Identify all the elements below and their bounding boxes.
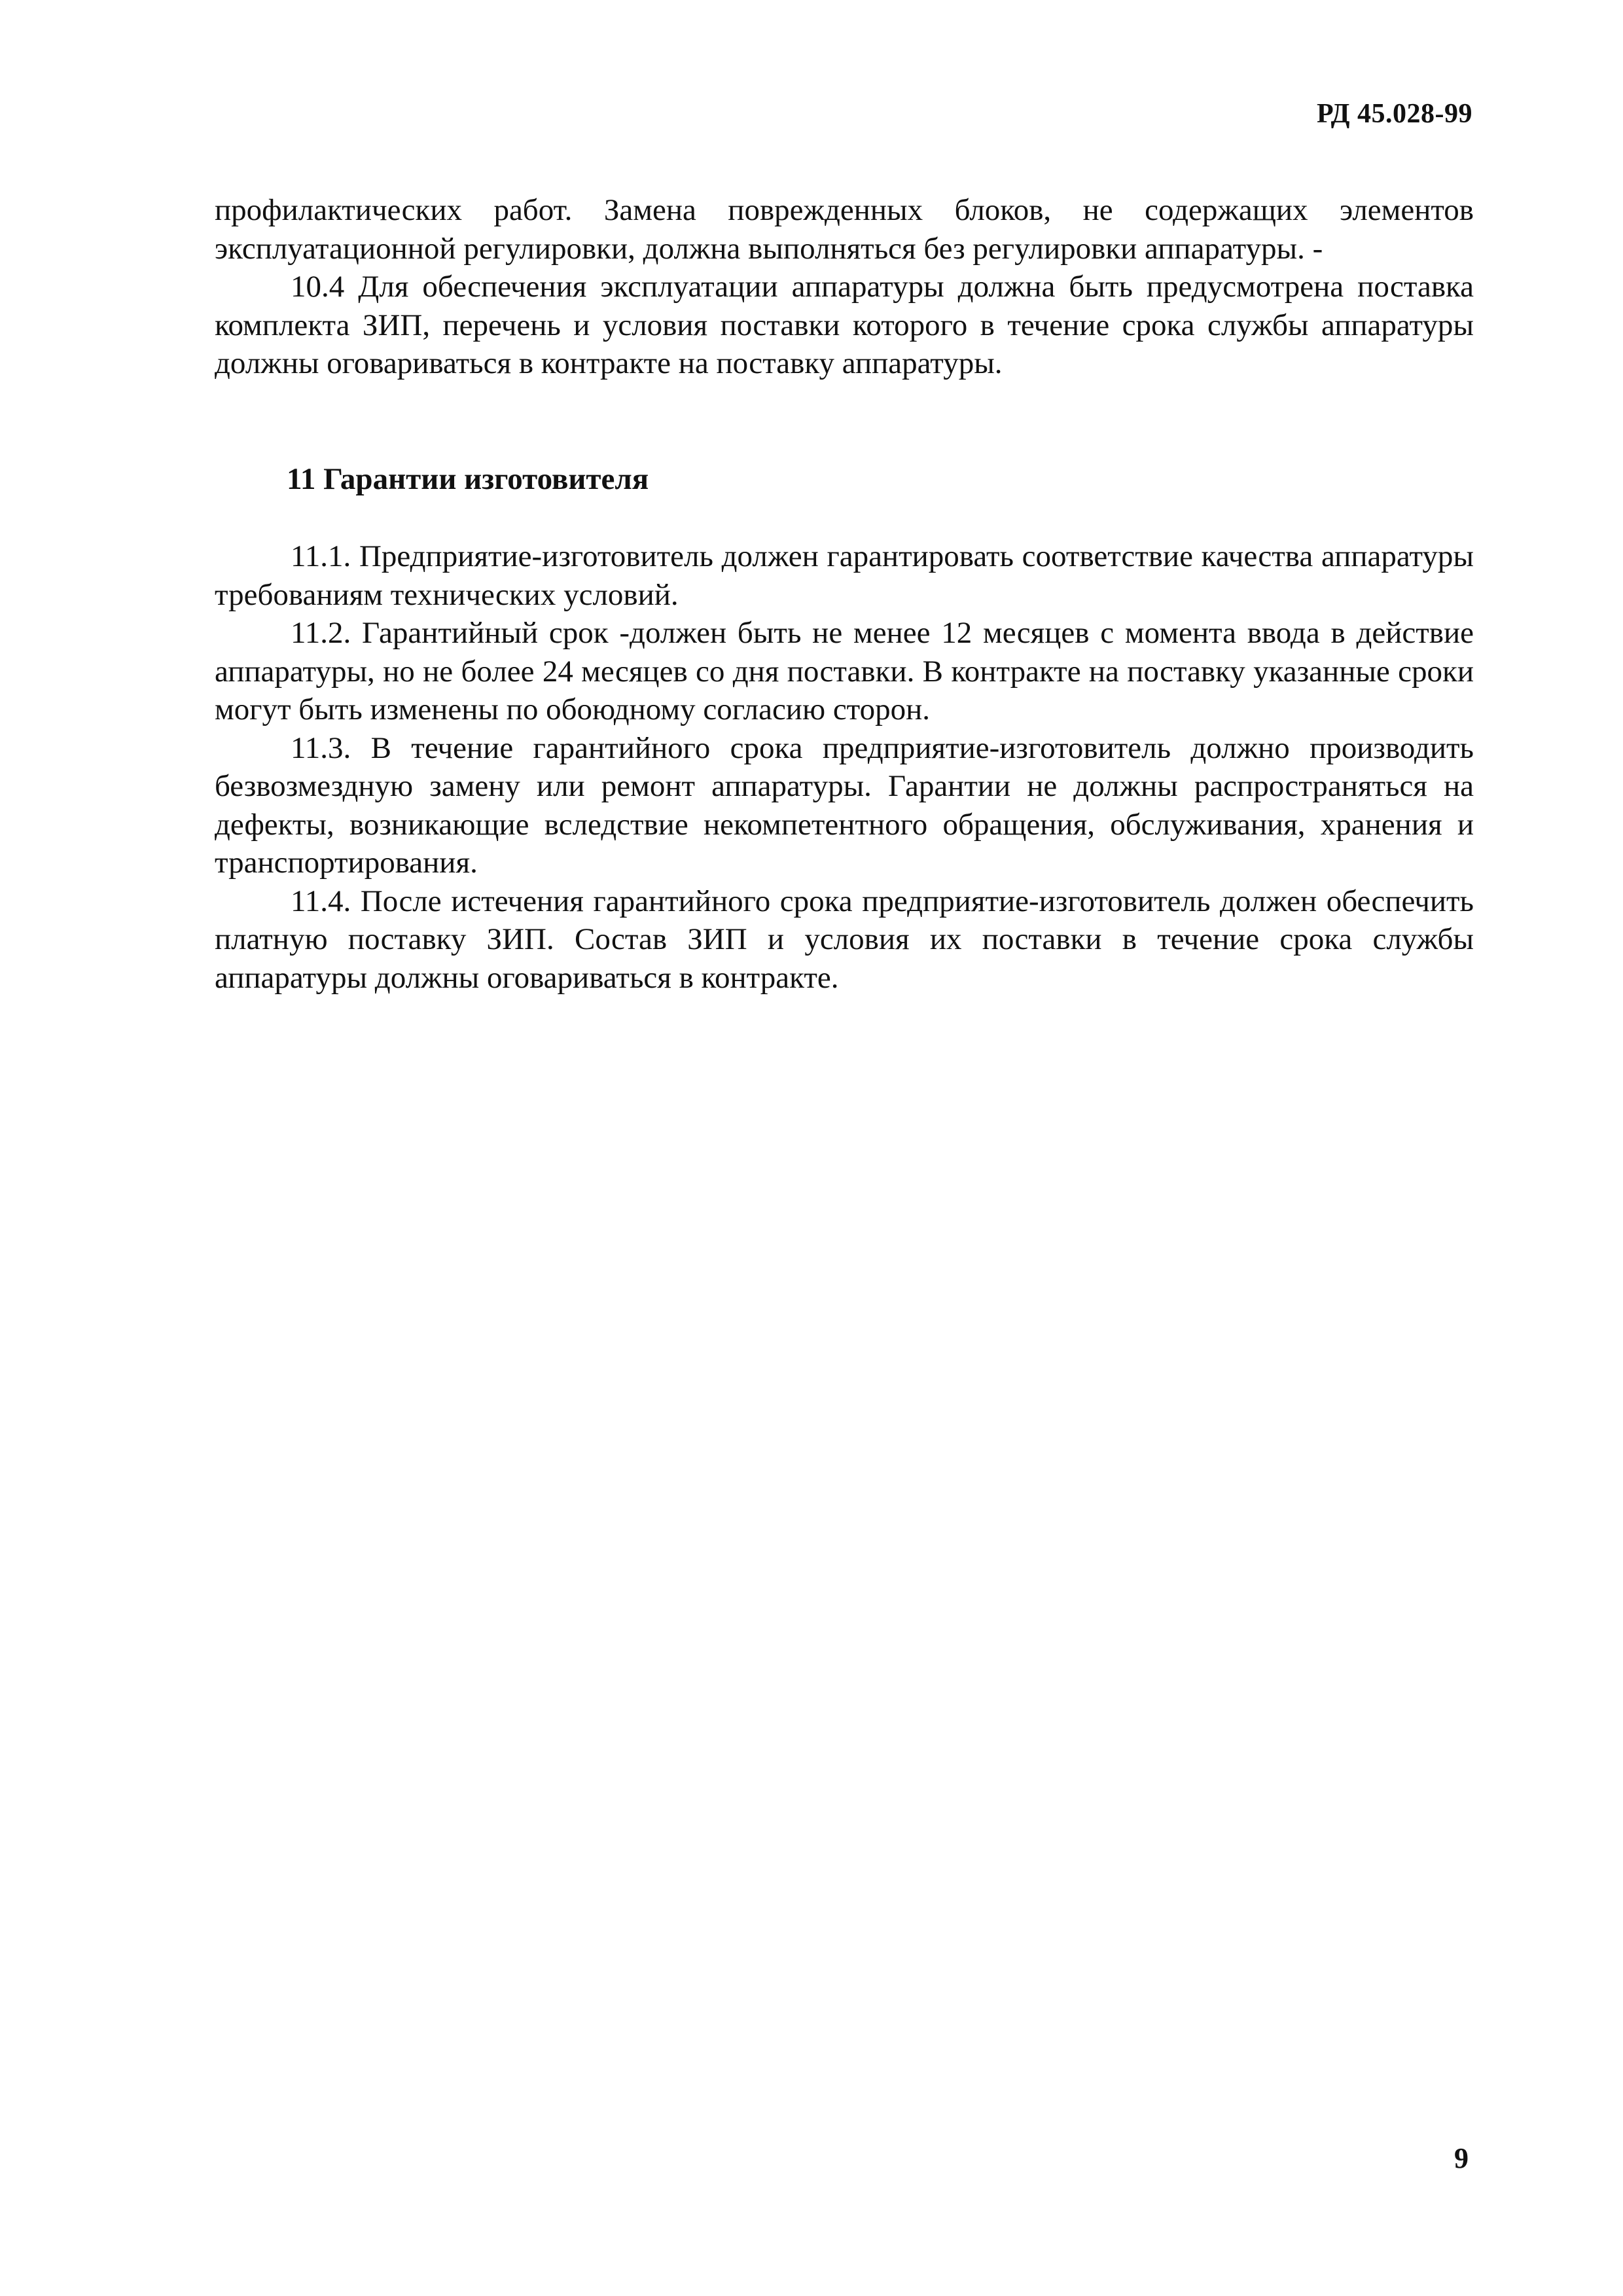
paragraph-11-3: 11.3. В течение гарантийного срока предприятие-изготовитель должно производить безвозмездную замену или ремонт аппаратуры. Гарантии не должны распространяться на дефекты, возникающие вследствие некомпетентного обращения, обслуживания, хранения и транспортирования.	[215, 730, 1474, 880]
document-code: РД 45.028-99	[1316, 99, 1472, 129]
page-number: 9	[1454, 2142, 1469, 2174]
document-body	[215, 191, 1474, 997]
paragraph-11-2: 11.2. Гарантийный срок -должен быть не менее 12 месяцев с момента ввода в действие аппаратуры, но не более 24 месяцев со дня поставки. В контракте на поставку указанные сроки могут быть изменены по обоюдному согласию сторон.	[215, 616, 1474, 726]
paragraph-11-4: 11.4. После истечения гарантийного срока предприятие-изготовитель должен обеспечить платную поставку ЗИП. Состав ЗИП и условия их поставки в течение срока службы аппаратуры должны оговариваться в контракте.	[215, 884, 1474, 995]
paragraph-continuation: профилактических работ. Замена поврежденных блоков, не содержащих элементов эксплуатационной регулировки, должна выполняться без регулировки аппаратуры. -	[215, 193, 1474, 266]
section-11-heading: 11 Гарантии изготовителя	[287, 461, 649, 496]
paragraph-11-1: 11.1. Предприятие-изготовитель должен гарантировать соответствие качества аппаратуры требованиям технических условий.	[215, 539, 1474, 612]
paragraph-10-4: 10.4 Для обеспечения эксплуатации аппаратуры должна быть предусмотрена поставка комплекта ЗИП, перечень и условия поставки которого в течение срока службы аппаратуры должны оговариваться в контракте на поставку аппаратуры.	[215, 270, 1474, 380]
